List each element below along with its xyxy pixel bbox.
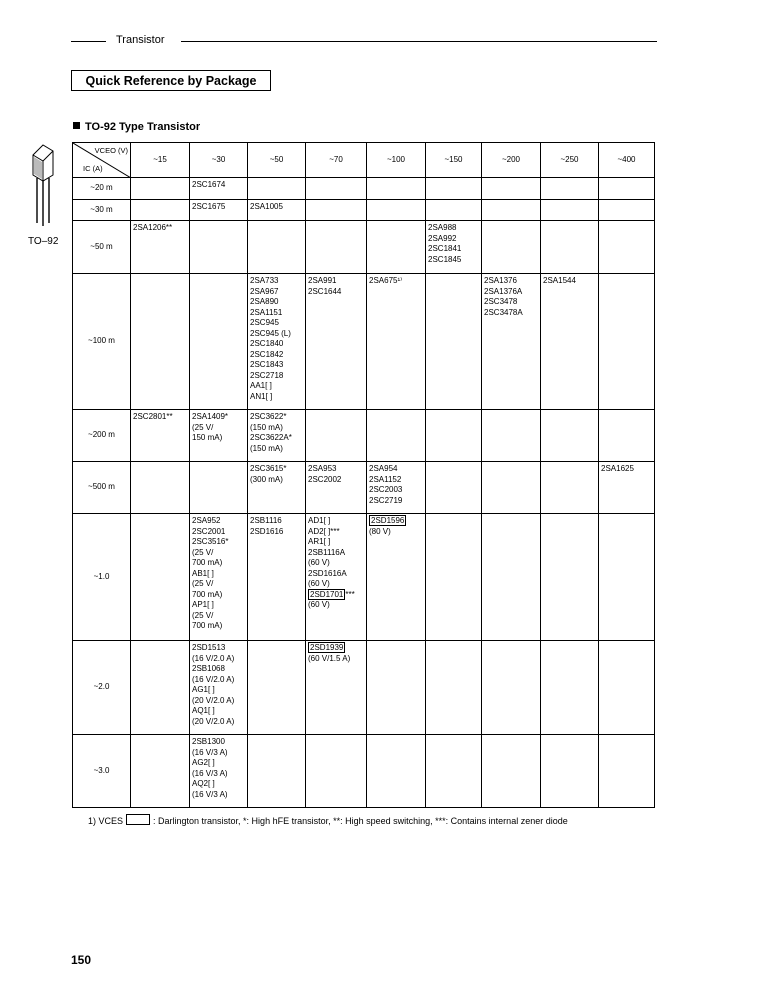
table-cell [306, 178, 367, 200]
darlington-box: 2SD1939 [310, 643, 344, 652]
col-header: ~250 [541, 143, 599, 178]
part-number: (25 V/ [192, 579, 214, 588]
table-cell [131, 410, 190, 462]
part-number: 2SC3615* [250, 464, 287, 473]
part-number: 2SC1674 [192, 180, 226, 189]
part-number: 2SA1206** [133, 223, 173, 232]
table-cell [306, 221, 367, 274]
part-number: 2SA967 [250, 286, 279, 296]
part-number: 2SC945 [250, 318, 279, 327]
table-cell [426, 514, 482, 641]
corner-col-label: VCEO (V) [94, 146, 128, 155]
part-number: AQ2[ ] [192, 779, 215, 788]
table-cell [367, 514, 426, 641]
row-label: ~2.0 [73, 641, 131, 735]
table-cell [367, 641, 426, 735]
part-number: (300 mA) [250, 474, 283, 484]
table-cell [541, 178, 599, 200]
table-cell [248, 178, 306, 200]
part-number: 2SA954 [369, 464, 398, 473]
part-number: 2SA988 [428, 223, 457, 232]
table-cell [482, 410, 541, 462]
table-cell [248, 641, 306, 735]
row-label: ~1.0 [73, 514, 131, 641]
part-number: 2SC2801** [133, 412, 173, 421]
table-cell [248, 274, 306, 410]
part-number: 2SA992 [428, 233, 457, 243]
table-cell [541, 221, 599, 274]
table-cell [190, 221, 248, 274]
table-cell [482, 514, 541, 641]
table-cell [426, 462, 482, 514]
part-number: 2SC1842 [250, 349, 284, 359]
part-number: 2SD1616 [250, 526, 284, 536]
table-cell [306, 410, 367, 462]
table-cell [131, 274, 190, 410]
table-cell [482, 641, 541, 735]
table-corner-cell [73, 143, 131, 178]
part-number: AG2[ ] [192, 758, 215, 767]
part-number: 150 mA) [192, 433, 223, 442]
part-number: AD1[ ] [308, 516, 331, 525]
row-label: ~200 m [73, 410, 131, 462]
table-cell [248, 735, 306, 808]
table-row [73, 462, 655, 514]
table-row [73, 178, 655, 200]
row-label: ~20 m [73, 178, 131, 200]
part-number: 2SA890 [250, 297, 279, 306]
part-number: 2SD1513 [192, 643, 226, 652]
page-number: 150 [71, 953, 92, 967]
part-number: 2SC1843 [250, 360, 284, 369]
part-number: 2SC1841 [428, 244, 462, 253]
part-number: (60 V) [308, 579, 330, 588]
col-header: ~150 [426, 143, 482, 178]
part-number: 2SB1300 [192, 737, 225, 746]
darlington-box: 2SD1701 [310, 589, 344, 599]
part-number: 2SC1840 [250, 339, 284, 348]
row-label: ~3.0 [73, 735, 131, 808]
reference-table [72, 142, 655, 808]
table-cell [367, 274, 426, 410]
package-label: TO–92 [28, 236, 59, 247]
page-heading: Quick Reference by Package [71, 70, 271, 91]
table-cell [367, 735, 426, 808]
part-number: (16 V/3 A) [192, 768, 228, 778]
part-number: 2SC3622A* [250, 433, 292, 442]
table-cell [599, 735, 655, 808]
table-row [73, 274, 655, 410]
part-number: 700 mA) [192, 589, 223, 599]
row-label: ~50 m [73, 221, 131, 274]
part-number: 2SA1376 [484, 276, 517, 285]
part-number: (150 mA) [250, 443, 283, 453]
part-number: 2SA1625 [601, 464, 634, 473]
table-cell [367, 221, 426, 274]
col-header: ~400 [599, 143, 655, 178]
table-cell [426, 641, 482, 735]
table-cell [599, 641, 655, 735]
table-cell [306, 274, 367, 410]
part-number: 2SC3478A [484, 307, 523, 317]
row-label: ~30 m [73, 200, 131, 221]
table-cell [541, 410, 599, 462]
part-number: (150 mA) [250, 422, 283, 432]
part-number: (60 V) [308, 558, 330, 567]
part-number: AB1[ ] [192, 568, 214, 578]
part-number: 2SC3478 [484, 297, 518, 306]
table-row [73, 514, 655, 641]
part-number: 2SC2003 [369, 485, 403, 494]
part-number: AN1[ ] [250, 391, 273, 401]
table-cell [248, 221, 306, 274]
table-row [73, 410, 655, 462]
corner-row-label: IC (A) [83, 163, 103, 173]
part-number: (16 V/3 A) [192, 789, 228, 799]
table-cell [367, 200, 426, 221]
table-cell [599, 178, 655, 200]
table-cell [482, 178, 541, 200]
part-number: 2SC3622* [250, 412, 287, 421]
table-cell [599, 200, 655, 221]
part-number: 2SA1151 [250, 307, 283, 317]
col-header: ~100 [367, 143, 426, 178]
table-cell [131, 641, 190, 735]
table-cell [482, 221, 541, 274]
table-cell [131, 735, 190, 808]
part-number: 2SC3516* [192, 537, 229, 546]
part-number: AR1[ ] [308, 537, 331, 546]
table-cell [190, 178, 248, 200]
part-number: 700 mA) [192, 558, 223, 567]
row-label: ~100 m [73, 274, 131, 410]
table-cell [367, 178, 426, 200]
table-cell [367, 462, 426, 514]
footnote [88, 814, 568, 826]
header-section-name: Transistor [116, 34, 165, 46]
table-cell [131, 514, 190, 641]
col-header: ~70 [306, 143, 367, 178]
table-cell [131, 462, 190, 514]
part-number: (16 V/3 A) [192, 747, 228, 757]
table-cell [306, 514, 367, 641]
table-cell [248, 462, 306, 514]
part-number: 2SC2718 [250, 370, 284, 380]
part-number: 2SA952 [192, 516, 221, 525]
table-cell [306, 462, 367, 514]
part-number: (80 V) [369, 526, 391, 536]
bullet-square-icon [73, 122, 80, 129]
part-number: 2SC1644 [308, 286, 342, 296]
table-row [73, 200, 655, 221]
table-cell [248, 200, 306, 221]
part-number: (20 V/2.0 A) [192, 695, 235, 705]
part-number: (20 V/2.0 A) [192, 716, 235, 726]
part-number: (60 V/1.5 A) [308, 653, 351, 663]
table-cell [190, 200, 248, 221]
table-cell [426, 200, 482, 221]
table-cell [190, 274, 248, 410]
table-cell [190, 462, 248, 514]
table-cell [599, 221, 655, 274]
table-cell [599, 462, 655, 514]
part-number: 2SC945 (L) [250, 328, 291, 338]
part-number: AQ1[ ] [192, 706, 215, 715]
table-cell [367, 410, 426, 462]
part-number: 2SA733 [250, 276, 279, 285]
table-cell [541, 462, 599, 514]
table-cell [131, 178, 190, 200]
col-header: ~30 [190, 143, 248, 178]
part-number: 2SA675¹⁾ [369, 276, 403, 285]
part-number: (25 V/ [192, 547, 214, 557]
table-cell [306, 735, 367, 808]
part-number: AP1[ ] [192, 600, 214, 609]
header-rule-left [71, 41, 106, 42]
part-number: AG1[ ] [192, 685, 215, 694]
table-cell [426, 274, 482, 410]
part-number: 2SA1152 [369, 474, 402, 484]
section-title-text: TO-92 Type Transistor [85, 121, 201, 133]
table-cell [482, 735, 541, 808]
part-number: (25 V/ [192, 422, 214, 432]
table-cell [482, 274, 541, 410]
table-cell [541, 641, 599, 735]
part-number: 2SB1116A [308, 547, 346, 557]
part-number: (25 V/ [192, 610, 214, 620]
table-cell [541, 514, 599, 641]
part-number: 2SB1116 [250, 516, 282, 525]
table-cell [599, 514, 655, 641]
darlington-box: 2SD1596 [371, 516, 405, 525]
table-cell [426, 410, 482, 462]
table-cell [248, 514, 306, 641]
col-header: ~200 [482, 143, 541, 178]
table-cell [426, 735, 482, 808]
row-label: ~500 m [73, 462, 131, 514]
part-number: (60 V) [308, 600, 330, 609]
table-cell [426, 178, 482, 200]
table-cell [190, 514, 248, 641]
part-number: 2SB1068 [192, 664, 225, 673]
table-cell [306, 641, 367, 735]
part-number: 2SA953 [308, 464, 337, 473]
part-number: 2SC2002 [308, 474, 342, 484]
table-cell [190, 641, 248, 735]
table-cell [482, 200, 541, 221]
table-cell [541, 200, 599, 221]
table-cell [190, 410, 248, 462]
part-number: 2SD1701 *** [310, 589, 355, 599]
table-cell [131, 221, 190, 274]
table-cell [541, 274, 599, 410]
part-number: 2SC2719 [369, 495, 403, 505]
part-number [369, 516, 423, 527]
part-number: AD2[ ]*** [308, 526, 340, 536]
table-row [73, 641, 655, 735]
to92-package-icon [29, 143, 59, 238]
part-number: 2SA1544 [543, 276, 576, 285]
part-number: 2SA1005 [250, 202, 283, 211]
part-number: (16 V/2.0 A) [192, 653, 235, 663]
table-row [73, 735, 655, 808]
darlington-box-swatch [126, 814, 150, 825]
footnote-text: : Darlington transistor, *: High hFE transistor, **: High speed switching, ***: Contains internal zener diode [153, 816, 568, 826]
table-cell [482, 462, 541, 514]
table-header-row [73, 143, 655, 178]
table-body [73, 178, 655, 808]
part-number: 2SC1845 [428, 254, 462, 264]
table-cell [599, 274, 655, 410]
part-number: 2SD1616A [308, 568, 347, 578]
part-number: 700 mA) [192, 621, 223, 630]
table-row [73, 221, 655, 274]
table-cell [541, 735, 599, 808]
part-number: 2SA1409* [192, 412, 229, 421]
table-cell [248, 410, 306, 462]
part-number: (16 V/2.0 A) [192, 674, 235, 684]
col-header: ~15 [131, 143, 190, 178]
part-number: 2SC2001 [192, 526, 226, 536]
col-header: ~50 [248, 143, 306, 178]
part-number: 2SA991 [308, 276, 337, 285]
section-title [73, 121, 200, 133]
part-number: AA1[ ] [250, 381, 272, 390]
table-cell [306, 200, 367, 221]
table-cell [131, 200, 190, 221]
part-number [308, 643, 364, 654]
footnote-prefix: 1) VCES [88, 816, 124, 826]
table-cell [426, 221, 482, 274]
part-number: 2SC1675 [192, 202, 226, 211]
header-rule-right [181, 41, 657, 42]
table-cell [190, 735, 248, 808]
table-cell [599, 410, 655, 462]
part-number: 2SA1376A [484, 286, 523, 296]
